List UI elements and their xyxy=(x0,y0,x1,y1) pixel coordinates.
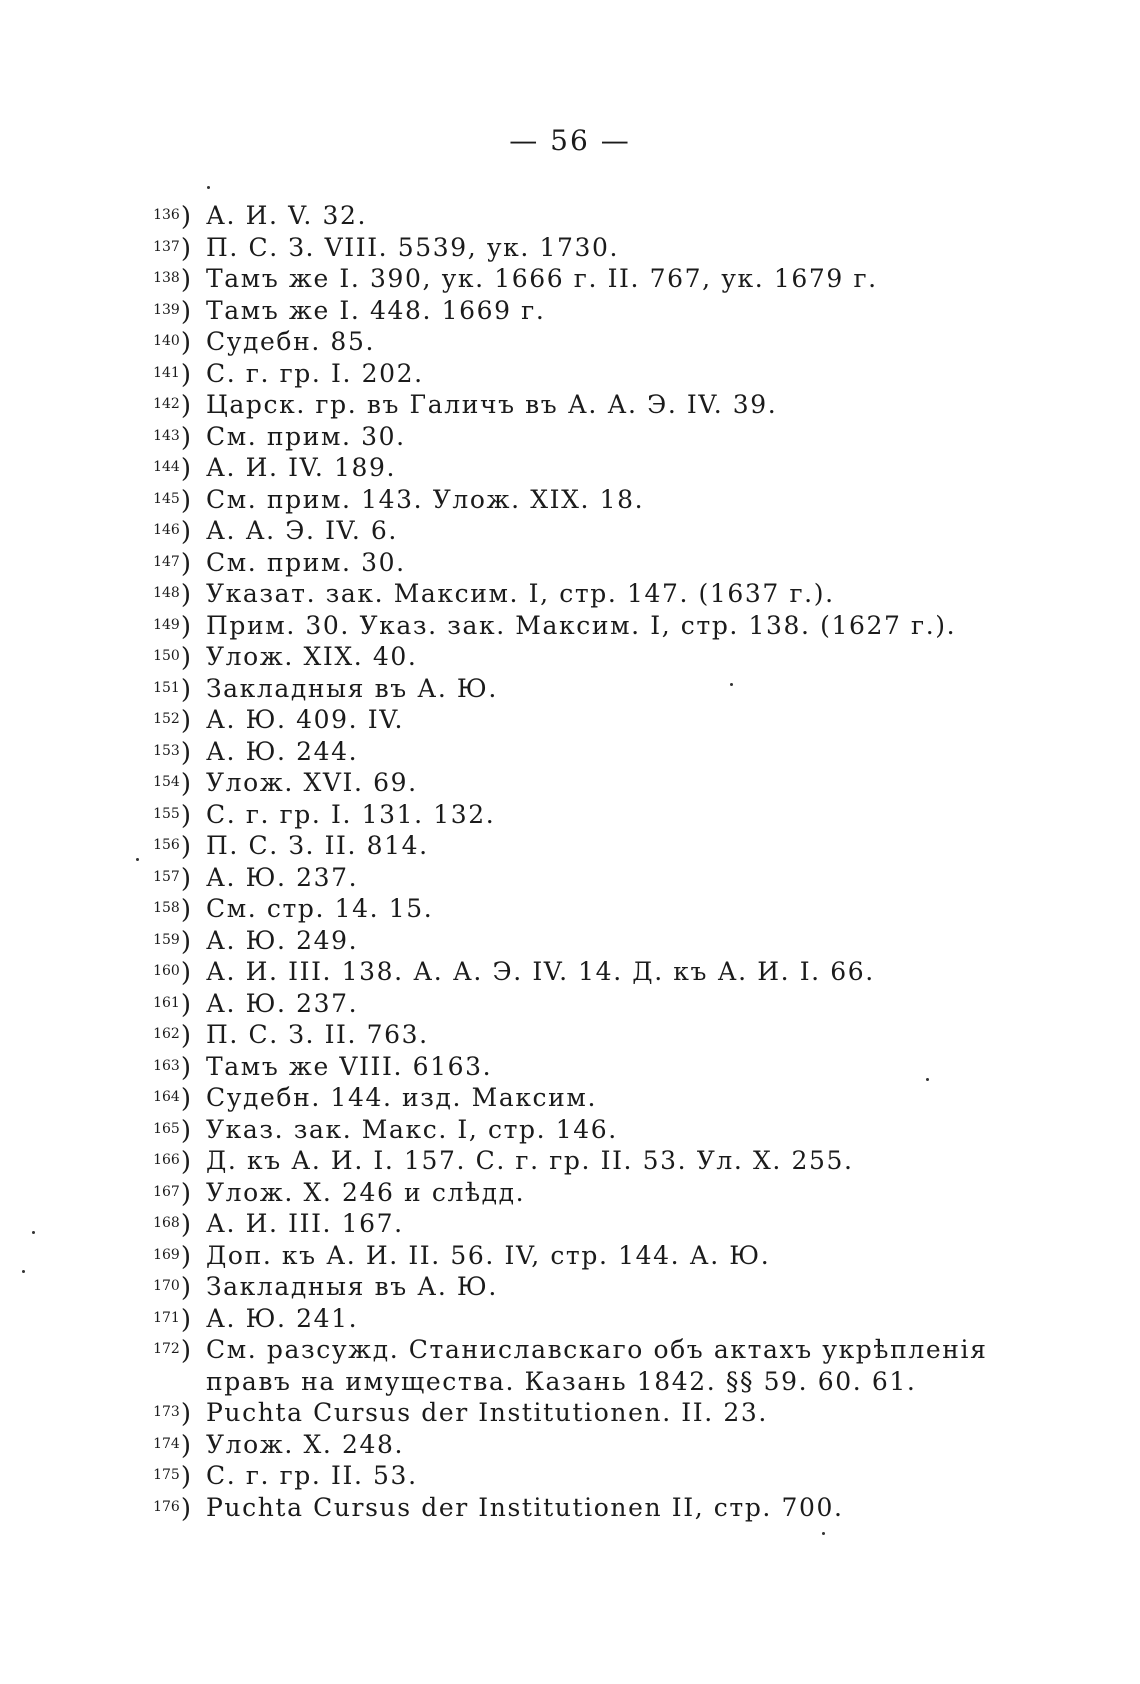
footnote-number: 171 ) xyxy=(148,1304,192,1328)
footnote-number: 147 ) xyxy=(148,548,192,572)
footnote-number: 141 ) xyxy=(148,359,192,383)
footnote xyxy=(148,1334,1048,1397)
footnote-number: 172 ) xyxy=(148,1335,192,1359)
footnote-text: Указ. зак. Макс. I, стр. 146. xyxy=(206,1114,618,1144)
footnote xyxy=(148,1177,1048,1209)
footnote-number: 170 ) xyxy=(148,1272,192,1296)
footnote-number: 166 ) xyxy=(148,1146,192,1170)
footnote-number: 137 ) xyxy=(148,233,192,257)
footnote xyxy=(148,799,1048,831)
footnote-number: 150 ) xyxy=(148,642,192,666)
footnote xyxy=(148,232,1048,264)
footnote-number: 173 ) xyxy=(148,1398,192,1422)
footnote-number: 151 ) xyxy=(148,674,192,698)
print-speck xyxy=(207,186,210,189)
footnote-number: 159 ) xyxy=(148,926,192,950)
footnote-text: См. прим. 30. xyxy=(206,547,406,577)
footnote-text: А. Ю. 409. IV. xyxy=(206,705,405,734)
footnote-text: Улож. XIX. 40. xyxy=(206,642,418,671)
footnote-text: А. Ю. 244. xyxy=(206,736,359,766)
footnote-text: А. Ю. 237. xyxy=(206,988,359,1018)
footnote-number: 138 ) xyxy=(148,264,192,288)
footnote-text: Судебн. 144. изд. Максим. xyxy=(206,1083,598,1112)
print-speck xyxy=(822,1532,825,1535)
footnote-text: Улож. X. 248. xyxy=(206,1429,405,1459)
footnote-text: Доп. къ А. И. II. 56. IV, стр. 144. А. Ю. xyxy=(206,1240,771,1270)
footnote xyxy=(148,295,1048,327)
footnote-text: А. И. III. 138. А. А. Э. IV. 14. Д. къ А. И. I. 66. xyxy=(206,957,875,986)
footnote-number: 156 ) xyxy=(148,831,192,855)
footnote xyxy=(148,515,1048,547)
footnote-number: 165 ) xyxy=(148,1115,192,1139)
footnote-text: Тамъ же I. 390, ук. 1666 г. II. 767, ук. 1679 г. xyxy=(206,264,878,293)
footnote xyxy=(148,1019,1048,1051)
footnote-text: С. г. гр. I. 202. xyxy=(206,358,424,388)
footnote-text: Д. къ А. И. I. 157. С. г. гр. II. 53. Ул. X. 255. xyxy=(206,1146,854,1175)
footnote-number: 152 ) xyxy=(148,705,192,729)
footnote xyxy=(148,704,1048,736)
footnote-text: Прим. 30. Указ. зак. Максим. I, стр. 138. (1627 г.). xyxy=(206,610,957,640)
print-speck xyxy=(32,1231,35,1234)
page-number: — 56 — xyxy=(509,124,631,157)
footnote-number: 139 ) xyxy=(148,296,192,320)
footnote xyxy=(148,925,1048,957)
footnote-number: 155 ) xyxy=(148,800,192,824)
footnote-text: Тамъ же I. 448. 1669 г. xyxy=(206,295,546,325)
print-speck xyxy=(730,683,733,686)
footnote xyxy=(148,1114,1048,1146)
footnote-text: Puchta Cursus der Institutionen II, стр. 700. xyxy=(206,1492,844,1522)
footnote xyxy=(148,1208,1048,1240)
footnote-list xyxy=(148,200,1048,1523)
footnote-text: П. С. З. VIII. 5539, ук. 1730. xyxy=(206,232,620,262)
footnote xyxy=(148,1429,1048,1461)
footnote xyxy=(148,1271,1048,1303)
footnote xyxy=(148,610,1048,642)
footnote-text: Закладныя въ А. Ю. xyxy=(206,673,498,703)
footnote-text: Указат. зак. Максим. I, стр. 147. (1637 г.). xyxy=(206,579,835,608)
footnote-text: Улож. XVI. 69. xyxy=(206,768,418,797)
footnote-number: 164 ) xyxy=(148,1083,192,1107)
footnote xyxy=(148,326,1048,358)
print-speck xyxy=(926,1078,929,1081)
footnote-number: 142 ) xyxy=(148,390,192,414)
footnote-number: 168 ) xyxy=(148,1209,192,1233)
footnote-text: П. С. З. II. 763. xyxy=(206,1020,429,1049)
footnote-number: 149 ) xyxy=(148,611,192,635)
footnote-number: 161 ) xyxy=(148,989,192,1013)
footnote-text: А. А. Э. IV. 6. xyxy=(206,516,398,545)
footnote-text: См. прим. 30. xyxy=(206,421,406,451)
footnote-text: Судебн. 85. xyxy=(206,327,375,356)
footnote xyxy=(148,263,1048,295)
footnote-number: 158 ) xyxy=(148,894,192,918)
footnote-text: См. разсужд. Станиславскаго объ актахъ укрѣпленія правъ на имущества. Казань 1842. §§ 59. 60. 61. xyxy=(206,1335,988,1396)
footnote-text: С. г. гр. I. 131. 132. xyxy=(206,799,496,829)
footnote xyxy=(148,673,1048,705)
footnote-number: 146 ) xyxy=(148,516,192,540)
footnote-number: 144 ) xyxy=(148,453,192,477)
footnote-text: А. Ю. 237. xyxy=(206,862,359,892)
footnote xyxy=(148,421,1048,453)
footnote-number: 145 ) xyxy=(148,485,192,509)
footnote-number: 136 ) xyxy=(148,201,192,225)
footnote-number: 167 ) xyxy=(148,1178,192,1202)
footnote-number: 175 ) xyxy=(148,1461,192,1485)
footnote xyxy=(148,1240,1048,1272)
print-speck xyxy=(136,858,139,861)
footnote xyxy=(148,956,1048,988)
footnote xyxy=(148,736,1048,768)
footnote xyxy=(148,484,1048,516)
footnote-number: 154 ) xyxy=(148,768,192,792)
footnote xyxy=(148,547,1048,579)
footnote-text: А. Ю. 249. xyxy=(206,925,359,955)
footnote-text: См. прим. 143. Улож. XIX. 18. xyxy=(206,484,645,514)
footnote-text: А. И. V. 32. xyxy=(206,201,368,230)
footnote-text: А. И. III. 167. xyxy=(206,1209,404,1238)
footnote-text: Закладныя въ А. Ю. xyxy=(206,1272,498,1301)
footnote-number: 162 ) xyxy=(148,1020,192,1044)
footnote xyxy=(148,893,1048,925)
footnote xyxy=(148,830,1048,862)
footnote-number: 163 ) xyxy=(148,1052,192,1076)
footnote xyxy=(148,641,1048,673)
footnote-number: 157 ) xyxy=(148,863,192,887)
footnote-number: 174 ) xyxy=(148,1430,192,1454)
footnote xyxy=(148,200,1048,232)
footnote xyxy=(148,862,1048,894)
footnote-text: С. г. гр. II. 53. xyxy=(206,1461,418,1490)
footnote-text: Puchta Cursus der Institutionen. II. 23. xyxy=(206,1398,768,1427)
footnote xyxy=(148,1303,1048,1335)
footnote-text: П. С. З. II. 814. xyxy=(206,831,429,860)
footnote xyxy=(148,767,1048,799)
footnote xyxy=(148,358,1048,390)
footnote xyxy=(148,1082,1048,1114)
footnote xyxy=(148,1460,1048,1492)
footnote xyxy=(148,1397,1048,1429)
footnote xyxy=(148,1145,1048,1177)
footnote xyxy=(148,389,1048,421)
footnote-text: Тамъ же VIII. 6163. xyxy=(206,1051,493,1081)
footnote-number: 160 ) xyxy=(148,957,192,981)
footnote xyxy=(148,578,1048,610)
footnote xyxy=(148,988,1048,1020)
footnote xyxy=(148,452,1048,484)
print-speck xyxy=(22,1270,25,1273)
footnote-text: А. Ю. 241. xyxy=(206,1303,359,1333)
footnote-text: Улож. X. 246 и слѣдд. xyxy=(206,1177,526,1207)
footnote xyxy=(148,1051,1048,1083)
footnote-text: См. стр. 14. 15. xyxy=(206,894,434,923)
footnote-number: 176 ) xyxy=(148,1493,192,1517)
footnote-number: 148 ) xyxy=(148,579,192,603)
footnote-number: 140 ) xyxy=(148,327,192,351)
footnote-text: Царск. гр. въ Галичъ въ А. А. Э. IV. 39. xyxy=(206,390,778,419)
footnote-number: 143 ) xyxy=(148,422,192,446)
footnote-number: 169 ) xyxy=(148,1241,192,1265)
footnote xyxy=(148,1492,1048,1524)
footnote-text: А. И. IV. 189. xyxy=(206,453,397,482)
footnote-number: 153 ) xyxy=(148,737,192,761)
